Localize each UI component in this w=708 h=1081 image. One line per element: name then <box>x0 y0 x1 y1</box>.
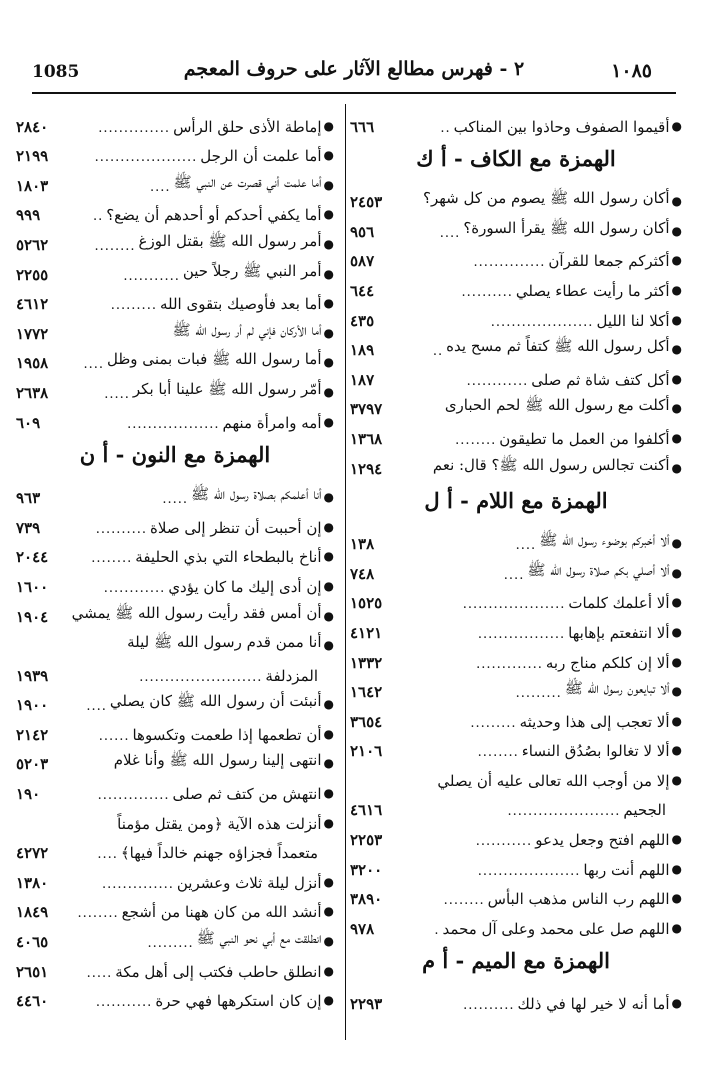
entries-nun-multiline-2 <box>16 803 334 862</box>
leader-dots: ...................... <box>507 804 621 820</box>
bullet-icon: ● <box>671 684 682 699</box>
entry-text: أنبئت أن رسول الله ﷺ كان يصلي <box>109 692 322 711</box>
leader-dots: ......... <box>147 936 194 952</box>
index-entry <box>350 389 682 419</box>
bullet-icon: ● <box>671 536 682 551</box>
entry-text: ألا لا تغالوا بصُدُق النساء <box>521 742 670 761</box>
bullet-icon: ● <box>323 697 334 712</box>
bullet-icon: ● <box>323 726 334 741</box>
index-entry <box>16 284 334 314</box>
entry-text: أمر رسول الله ﷺ بقتل الوزغ <box>138 231 322 250</box>
index-entry <box>16 951 334 981</box>
page-ref: ٤٢٧٢ <box>16 844 49 863</box>
leader-dots: ........... <box>123 268 180 284</box>
page-ref: ٥٨٧ <box>350 252 375 271</box>
page-ref: ١٩٠ <box>16 785 41 804</box>
bullet-icon: ● <box>671 401 682 416</box>
index-entry <box>350 211 682 241</box>
page-ref: ٧٣٩ <box>16 518 41 537</box>
entries-nun-multiline <box>16 626 334 685</box>
entries-lam-2 <box>350 819 682 937</box>
index-entry <box>350 819 682 849</box>
entry-text: انطلق حاطب فكتب إلى أهل مكة <box>115 962 322 981</box>
entries-lam <box>350 524 682 761</box>
entry-text: انطلقت مع أبي نحو النبي ﷺ <box>196 929 322 948</box>
leader-dots: .......... <box>461 284 513 300</box>
bullet-icon: ● <box>323 578 334 593</box>
leader-dots: .............. <box>473 255 546 271</box>
leader-dots: ........ <box>455 432 497 448</box>
index-entry <box>16 773 334 803</box>
leader-dots: .......... <box>95 521 148 537</box>
page-ref: ٦٠٩ <box>16 413 41 432</box>
page-number-arabic: ١٠٨٥ <box>611 60 652 82</box>
index-entry <box>16 136 334 166</box>
leader-dots: ........... <box>95 995 153 1011</box>
leader-dots: .................... <box>477 863 581 879</box>
bullet-icon: ● <box>323 266 334 281</box>
bullet-icon: ● <box>671 996 682 1011</box>
index-entry <box>16 596 334 626</box>
bullet-icon: ● <box>323 236 334 251</box>
index-entry-line1 <box>16 803 334 833</box>
index-entry <box>16 981 334 1011</box>
index-entry <box>16 254 334 284</box>
entry-text: أنزلت هذه الآية ﴿ومن يقتل مؤمناً <box>117 814 322 833</box>
entries-mim <box>350 984 682 1014</box>
index-entry <box>350 553 682 583</box>
section-heading-mim: الهمزة مع الميم - أ م <box>422 948 610 974</box>
entry-text: أكثر ما رأيت عطاء يصلي <box>515 281 670 300</box>
page-ref: ٢٨٤٠ <box>16 117 49 136</box>
page-ref: ٢٦٣٨ <box>16 383 49 402</box>
page-number-latin: 1085 <box>32 62 80 82</box>
index-entry <box>16 537 334 567</box>
index-entry <box>350 330 682 360</box>
entry-text: أنا أعلمكم بصلاة رسول الله ﷺ <box>190 485 322 504</box>
page-ref: ١٣٨٠ <box>16 873 49 892</box>
page-ref: ٤٠٦٥ <box>16 933 49 952</box>
bullet-icon: ● <box>323 549 334 564</box>
page-ref: ١٣٣٢ <box>350 653 383 672</box>
leader-dots: .... <box>97 847 118 863</box>
page-ref: ٢١٤٢ <box>16 725 49 744</box>
page-ref: ١٩٠٤ <box>16 607 49 626</box>
page-ref: ١٧٧٢ <box>16 324 49 343</box>
entry-text: أكلفوا من العمل ما تطيقون <box>499 429 670 448</box>
index-entry <box>16 372 334 402</box>
bullet-icon: ● <box>671 832 682 847</box>
page-ref: ١٩٣٩ <box>16 666 49 685</box>
bullet-icon: ● <box>671 713 682 728</box>
index-entry <box>16 507 334 537</box>
index-entry <box>350 448 682 478</box>
index-entry-line1 <box>16 626 334 656</box>
leader-dots: .............. <box>102 876 174 892</box>
entry-text: أما أنه لا خير لها في ذلك <box>517 995 670 1014</box>
bullet-icon: ● <box>323 756 334 771</box>
entry-text: اللهم صل على محمد وعلى آل محمد <box>442 919 670 938</box>
index-entry <box>16 566 334 596</box>
leader-dots: ......... <box>515 686 562 702</box>
page-ref: ٣٨٩٠ <box>350 890 383 909</box>
page-ref: ٩٥٦ <box>350 222 375 241</box>
index-entry <box>16 685 334 715</box>
leader-dots: ......... <box>470 715 517 731</box>
entry-text: أمه وامرأة منهم <box>222 413 322 432</box>
bullet-icon: ● <box>323 177 334 192</box>
entry-text: أكل كتف شاة ثم صلى <box>531 370 670 389</box>
page-ref: ٤٦١٢ <box>16 295 49 314</box>
entries-kaf <box>350 182 682 478</box>
leader-dots: .......... <box>463 998 515 1014</box>
page-ref: ٩٧٨ <box>350 919 375 938</box>
bullet-icon: ● <box>671 861 682 876</box>
page-ref: ١٩٠٠ <box>16 696 49 715</box>
page-ref: ٢٠٤٤ <box>16 548 49 567</box>
page-ref: ١٨٤٩ <box>16 903 49 922</box>
bullet-icon: ● <box>671 430 682 445</box>
bullet-icon: ● <box>671 891 682 906</box>
entry-text: المزدلفة <box>265 666 318 685</box>
index-entry <box>350 849 682 879</box>
leader-dots: .... <box>515 538 537 554</box>
entry-text: أن تطعمها إذا طعمت وتكسوها <box>132 725 322 744</box>
entry-text: أنزل ليلة ثلاث وعشرين <box>176 873 322 892</box>
bullet-icon: ● <box>671 118 682 133</box>
leader-dots: .............. <box>98 120 171 136</box>
entry-text: اللهم رب الناس مذهب البأس <box>487 890 670 909</box>
index-entry <box>350 182 682 212</box>
page-ref: ١٢٩٤ <box>350 459 383 478</box>
leader-dots: .. <box>92 209 104 225</box>
leader-dots: ..... <box>104 386 130 402</box>
entry-text: انتهى إلينا رسول الله ﷺ وأنا غلام <box>113 751 322 770</box>
index-entry <box>16 343 334 373</box>
bullet-icon: ● <box>323 786 334 801</box>
index-entry-line2 <box>16 833 334 863</box>
bullet-icon: ● <box>671 253 682 268</box>
leader-dots: .. <box>432 344 444 360</box>
entry-text: ألا تعجب إلى هذا وحديثه <box>519 712 670 731</box>
leader-dots: ............. <box>476 656 543 672</box>
entries-nun <box>16 478 334 626</box>
entry-text: أكل رسول الله ﷺ كتفاً ثم مسح يده <box>446 337 670 356</box>
entry-text: أكان رسول الله ﷺ يقرأ السورة؟ <box>463 218 670 237</box>
entry-text: إن أحببت أن تنظر إلى صلاة <box>150 518 322 537</box>
index-entry <box>16 921 334 951</box>
bullet-icon: ● <box>671 312 682 327</box>
bullet-icon: ● <box>323 904 334 919</box>
leader-dots: ........ <box>443 893 485 909</box>
leader-dots: ............ <box>466 373 529 389</box>
entry-text: ألا تبايعون رسول الله ﷺ <box>564 679 670 698</box>
header-rule <box>32 92 676 94</box>
page-ref: ٤٤٦٠ <box>16 992 49 1011</box>
page-ref: ١٨٠٣ <box>16 176 49 195</box>
entries-a <box>350 106 682 136</box>
index-entry <box>16 714 334 744</box>
index-entry-line1 <box>350 760 682 790</box>
entries-mim-cont <box>16 106 334 432</box>
index-entry <box>350 984 682 1014</box>
bullet-icon: ● <box>323 519 334 534</box>
index-entry <box>16 106 334 136</box>
entry-text: أما يكفي أحدكم أو أحدهم أن يضع؟ <box>106 206 322 225</box>
entry-text: أما رسول الله ﷺ فبات بمنى وظل <box>107 350 322 369</box>
index-entry <box>16 892 334 922</box>
index-entry <box>350 300 682 330</box>
leader-dots: .............. <box>97 788 170 804</box>
index-entry <box>350 270 682 300</box>
page-ref: ٩٩٩ <box>16 206 41 225</box>
entry-text: إلا من أوجب الله تعالى عليه أن يصلي <box>437 771 670 790</box>
entry-text: ألا إن كلكم مناج ربه <box>545 653 670 672</box>
entry-text: أناخ بالبطحاء التي بذي الحليفة <box>135 548 322 567</box>
leader-dots: .... <box>86 699 107 715</box>
bullet-icon: ● <box>323 963 334 978</box>
index-entry <box>350 879 682 909</box>
page-ref: ١٨٧ <box>350 370 375 389</box>
leader-dots: .... <box>439 225 461 241</box>
bullet-icon: ● <box>671 282 682 297</box>
page-ref: ١٨٩ <box>350 341 375 360</box>
entry-text: ألا أصلي بكم صلاة رسول الله ﷺ <box>527 560 670 579</box>
index-entry <box>350 106 682 136</box>
section-heading-nun: الهمزة مع النون - أ ن <box>79 442 271 468</box>
leader-dots: .................... <box>462 597 566 613</box>
leader-dots: ........... <box>475 834 533 850</box>
page-ref: ٣٢٠٠ <box>350 860 383 879</box>
leader-dots: ............ <box>103 580 166 596</box>
page-ref: ٦٤٤ <box>350 281 375 300</box>
page-ref: ٤٣٥ <box>350 311 375 330</box>
bullet-icon: ● <box>323 874 334 889</box>
section-heading-lam: الهمزة مع اللام - أ ل <box>424 488 608 514</box>
entry-text: إن أدى إليك ما كان يؤدي <box>168 577 322 596</box>
index-entry <box>350 359 682 389</box>
leader-dots: ........ <box>477 745 519 761</box>
leader-dots: ........................ <box>139 669 263 685</box>
entry-text: أن أمس فقد رأيت رسول الله ﷺ يمشي <box>71 603 322 622</box>
leader-dots: ................. <box>477 626 566 642</box>
left-column <box>16 106 334 1010</box>
leader-dots: .... <box>503 567 525 583</box>
index-entry <box>350 908 682 938</box>
entries-nun-3 <box>16 862 334 1010</box>
leader-dots: ..... <box>86 965 113 981</box>
index-entry <box>16 313 334 343</box>
entries-lam-multiline <box>350 760 682 819</box>
entries-nun-2 <box>16 685 334 803</box>
index-entry <box>16 478 334 508</box>
entry-text: ألا أعلمك كلمات <box>568 594 670 613</box>
entry-text: أما الأركان فإني لم أر رسول الله ﷺ <box>172 320 322 339</box>
leader-dots: .................... <box>490 314 594 330</box>
leader-dots: .................... <box>94 150 198 166</box>
bullet-icon: ● <box>671 624 682 639</box>
page-ref: ٢١٩٩ <box>16 147 49 166</box>
leader-dots: .. <box>440 120 451 136</box>
index-entry <box>16 862 334 892</box>
entry-text: أقيموا الصفوف وحاذوا بين المناكب <box>453 117 670 136</box>
index-entry <box>350 672 682 702</box>
entry-text: أكلا لنا الليل <box>596 311 670 330</box>
index-entry <box>350 524 682 554</box>
leader-dots: ......... <box>110 298 157 314</box>
bullet-icon: ● <box>323 815 334 830</box>
leader-dots: .... <box>83 357 104 373</box>
bullet-icon: ● <box>323 148 334 163</box>
page-ref: ٢٤٥٣ <box>350 193 383 212</box>
index-entry <box>350 731 682 761</box>
bullet-icon: ● <box>671 920 682 935</box>
page-ref: ٥٢٦٢ <box>16 235 49 254</box>
bullet-icon: ● <box>671 772 682 787</box>
leader-dots: ..... <box>162 492 188 508</box>
entry-text: أكلت مع رسول الله ﷺ لحم الحبارى <box>444 396 670 415</box>
index-entry <box>16 744 334 774</box>
leader-dots: .................. <box>127 416 220 432</box>
bullet-icon: ● <box>323 638 334 653</box>
bullet-icon: ● <box>671 371 682 386</box>
section-heading-kaf: الهمزة مع الكاف - أ ك <box>416 146 616 172</box>
bullet-icon: ● <box>671 342 682 357</box>
page-ref: ٢٢٥٣ <box>350 831 383 850</box>
entry-text: أكان رسول الله ﷺ يصوم من كل شهر؟ <box>423 189 670 208</box>
page-ref: ٢٢٩٣ <box>350 995 383 1014</box>
bullet-icon: ● <box>671 565 682 580</box>
page-ref: ٤٦١٦ <box>350 801 383 820</box>
page-ref: ١٦٤٢ <box>350 683 383 702</box>
page-title: ٢ - فهرس مطالع الآثار على حروف المعجم <box>183 58 525 80</box>
index-entry <box>350 583 682 613</box>
bullet-icon: ● <box>323 414 334 429</box>
leader-dots: ........ <box>91 551 133 567</box>
index-entry <box>16 165 334 195</box>
index-entry <box>350 701 682 731</box>
bullet-icon: ● <box>671 460 682 475</box>
bullet-icon: ● <box>671 223 682 238</box>
bullet-icon: ● <box>323 384 334 399</box>
entry-text: اللهم أنت ربها <box>583 860 670 879</box>
index-entry-line2 <box>350 790 682 820</box>
entry-text: انتهش من كتف ثم صلى <box>172 785 322 804</box>
leader-dots: . <box>434 922 440 938</box>
index-entry <box>16 402 334 432</box>
leader-dots: ...... <box>98 728 130 744</box>
entry-text: اللهم افتح وجعل يدعو <box>535 831 670 850</box>
entry-text: متعمداً فجزاؤه جهنم خالداً فيها﴾ <box>120 844 318 863</box>
entry-text: أكنت تجالس رسول الله ﷺ؟ قال: نعم <box>432 455 670 474</box>
index-entry <box>16 195 334 225</box>
entry-text: أكثركم جمعا للقرآن <box>548 252 670 271</box>
entry-text: أما علمت أني قصرت عن النبي ﷺ <box>173 172 322 191</box>
entry-text: أنشد الله من كان ههنا من أشجع <box>121 903 322 922</box>
bullet-icon: ● <box>323 207 334 222</box>
index-entry <box>350 418 682 448</box>
page-ref: ٣٦٥٤ <box>350 712 383 731</box>
entry-text: الجحيم <box>623 801 666 820</box>
leader-dots: .... <box>150 179 171 195</box>
page-ref: ٩٦٣ <box>16 489 41 508</box>
bullet-icon: ● <box>323 608 334 623</box>
entry-text: ألا أخبركم بوضوء رسول الله ﷺ <box>539 531 670 550</box>
leader-dots: ........ <box>94 238 136 254</box>
entry-text: أنا ممن قدم رسول الله ﷺ ليلة <box>127 633 322 652</box>
page-header <box>18 58 690 98</box>
bullet-icon: ● <box>671 595 682 610</box>
page-ref: ٦٦٦ <box>350 117 375 136</box>
bullet-icon: ● <box>323 118 334 133</box>
bullet-icon: ● <box>671 743 682 758</box>
page-ref: ١٦٠٠ <box>16 577 49 596</box>
bullet-icon: ● <box>323 490 334 505</box>
bullet-icon: ● <box>323 993 334 1008</box>
page-ref: ٢٦٥١ <box>16 962 49 981</box>
entry-text: ألا انتفعتم بإهابها <box>568 623 670 642</box>
page-ref: ٤١٢١ <box>350 623 383 642</box>
entry-text: إماطة الأذى حلق الرأس <box>173 117 322 136</box>
entry-text: أما بعد فأوصيك بتقوى الله <box>159 295 322 314</box>
bullet-icon: ● <box>671 194 682 209</box>
bullet-icon: ● <box>323 355 334 370</box>
index-entry <box>350 642 682 672</box>
page-ref: ١٩٥٨ <box>16 354 49 373</box>
bullet-icon: ● <box>323 325 334 340</box>
index-entry <box>350 612 682 642</box>
bullet-icon: ● <box>323 296 334 311</box>
page-ref: ١٣٦٨ <box>350 429 383 448</box>
page-ref: ٣٧٩٧ <box>350 400 383 419</box>
bullet-icon: ● <box>671 654 682 669</box>
right-column <box>350 106 682 1013</box>
page-ref: ١٥٢٥ <box>350 594 383 613</box>
page-ref: ٧٤٨ <box>350 564 375 583</box>
page-ref: ٥٢٠٣ <box>16 755 49 774</box>
entry-text: أما علمت أن الرجل <box>200 147 322 166</box>
bullet-icon: ● <box>323 934 334 949</box>
index-entry-line2 <box>16 655 334 685</box>
entry-text: أمّر رسول الله ﷺ علينا أبا بكر <box>132 379 322 398</box>
index-entry <box>16 224 334 254</box>
entry-text: إن كان استكرهها فهي حرة <box>155 992 322 1011</box>
page-ref: ٢٢٥٥ <box>16 265 49 284</box>
entry-text: أمر النبي ﷺ رجلاً حين <box>182 261 322 280</box>
index-entry <box>350 241 682 271</box>
page-ref: ٢١٠٦ <box>350 742 383 761</box>
page-ref: ١٣٨ <box>350 535 375 554</box>
column-divider <box>345 104 346 1040</box>
leader-dots: ........ <box>77 906 119 922</box>
